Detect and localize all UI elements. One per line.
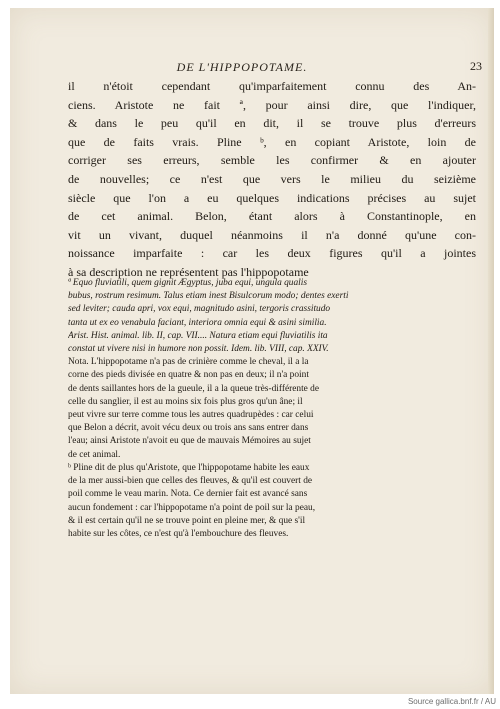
footnote-line: ᵇ Pline dit de plus qu'Aristote, que l'hippopotame habite les eaux (68, 463, 310, 473)
body-line: & dans le peu qu'il en dit, il se trouve plus d'erreurs (68, 116, 476, 131)
footnote-line: corne des pieds divisée en quatre & non pas en deux; il n'a point (68, 370, 309, 381)
body-line: il n'étoit cependant qu'imparfaitement connu des An- (68, 79, 476, 93)
footnote-line: Arist. Hist. animal. lib. II, cap. VII.... Natura etiam equi fluviatilis ita (68, 330, 328, 341)
page-edge (488, 8, 494, 694)
body-line: siècle que l'on a eu quelques indications précises au sujet (68, 190, 476, 205)
running-head: DE L'HIPPOPOTAME. (176, 60, 308, 74)
page-number: 23 (470, 59, 482, 73)
body-line: corriger ses erreurs, semble les confirmer & en ajouter (68, 153, 476, 168)
body-line: de nouvelles; ce n'est que vers le milieu du seizième (68, 171, 476, 186)
footnote-line: poil comme le veau marin. Nota. Ce dernier fait est avancé sans (68, 489, 308, 500)
footnote-line: tanta ut ex eo venabula faciant, interiora omnia equi & asini similia. (68, 317, 327, 328)
main-text (68, 77, 476, 282)
footnote-line: constat ut vivere nisi in humore non possit. Idem. lib. VIII, cap. XXIV. (68, 344, 329, 355)
footnote-line: habite sur les côtes, ce n'est qu'à l'embouchure des fleuves. (68, 529, 289, 540)
footnote-line: ª Equo fluviatili, quem gignit Ægyptus, juba equi, ungula qualis (68, 278, 308, 288)
body-line: à sa description ne représentent pas l'hippopotame (68, 264, 309, 279)
footnote-line: que Belon a décrit, avoit vécu deux ou trois ans sans entrer dans (68, 423, 309, 434)
footnote-line: bubus, rostrum resimum. Talus etiam inest Bisulcorum modo; dentes exerti (68, 291, 349, 302)
footnote-b (68, 462, 476, 541)
body-line: ciens. Aristote ne fait ª, pour ainsi dire, que l'indiquer, (68, 97, 476, 112)
body-line: de cet animal. Belon, étant alors à Constantinople, en (68, 209, 476, 224)
footnote-line: & il est certain qu'il ne se trouve point en pleine mer, & que s'il (68, 515, 306, 526)
footnote-line: celle du sanglier, il est au moins six fois plus gros qu'un âne; il (68, 396, 303, 407)
source-credit: Source gallica.bnf.fr / AU (407, 697, 496, 706)
footnote-line: sed leviter; cauda apri, vox equi, magnitudo asini, tergoris crassitudo (68, 304, 331, 315)
body-line: que de faits vrais. Pline ᵇ, en copiant Aristote, loin de (68, 134, 476, 149)
footnote-a (68, 277, 476, 462)
footnote-line: l'eau; ainsi Aristote n'avoit eu que de mauvais Mémoires au sujet (68, 436, 311, 447)
footnote-line: de cet animal. (68, 449, 121, 460)
footnote-line: Nota. L'hippopotame n'a pas de crinière comme le cheval, il a la (68, 357, 309, 368)
body-line: noissance imparfaite : car les deux figures qu'il a jointes (68, 246, 476, 261)
footnote-line: de dents saillantes hors de la gueule, il a la queue très-différente de (68, 383, 320, 394)
body-line: vit un vivant, duquel néanmoins il n'a donné qu'une con- (68, 227, 476, 242)
footnote-line: peut vivre sur terre comme tous les autres quadrupèdes : car celui (68, 410, 314, 421)
footnote-line: aucun fondement : car l'hippopotame n'a point de poil sur la peau, (68, 502, 316, 513)
footnote-line: de la mer aussi-bien que celles des fleuves, & qu'il est couvert de (68, 476, 313, 487)
